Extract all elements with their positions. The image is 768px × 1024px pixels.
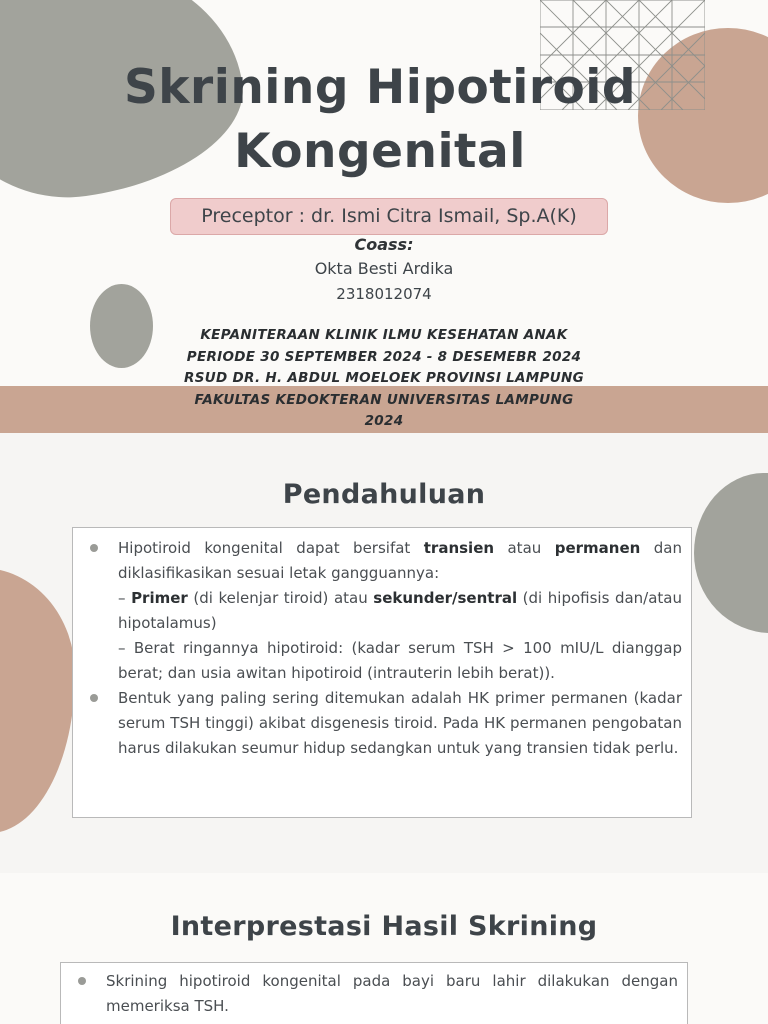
info-line: FAKULTAS KEDOKTERAN UNIVERSITAS LAMPUNG [194,391,574,408]
keyword: sekunder/sentral [373,589,518,607]
text-span: atau [494,539,555,557]
bullet-icon [90,694,98,702]
interpretasi-slide [0,873,768,1024]
text-span: (di kelenjar tiroid) atau [187,589,374,607]
text-span: Hipotiroid kongenital dapat bersifat [118,539,424,557]
text-span: dan diklasifikasikan sesuai letak gangguannya: [118,539,682,582]
list-item [118,686,682,761]
text-span: Bentuk yang paling sering ditemukan adalah HK primer permanen (kadar serum TSH tinggi) akibat disgenesis tiroid. Pada HK permanen pengobatan harus dilakukan seumur hidup sedangkan untuk yang transien tidak perlu. [118,689,682,757]
coass-heading: Coass: [354,235,414,254]
section-heading: Interprestasi Hasil Skrining [170,911,598,942]
list-item [106,969,678,1019]
info-line: PERIODE 30 SEPTEMBER 2024 - 8 DESEMEBR 2024 [186,348,582,365]
title-line-2: Kongenital [234,124,526,179]
bullet-icon [78,977,86,985]
content-box [60,962,688,1024]
coass-name: Okta Besti Ardika [314,259,454,278]
section-heading: Pendahuluan [282,479,486,510]
keyword: Primer [131,589,188,607]
coass-student-number: 2318012074 [336,285,432,303]
text-span: – [118,589,132,607]
institution-info [0,325,768,433]
preceptor-label: Preceptor : dr. Ismi Citra Ismail, Sp.A(K) [170,198,608,235]
text-span: – Berat ringannya hipotiroid: (kadar serum TSH > 100 mIU/L dianggap berat; dan usia awitan hipotiroid (intrauterin lebih berat)). [118,639,682,682]
text-span: (di hipofisis dan/atau hipotalamus) [118,589,682,632]
page-title [100,56,660,184]
content-box [72,527,692,818]
text-span: Skrining hipotiroid kongenital pada bayi baru lahir dilakukan dengan memeriksa TSH. [106,972,678,1015]
keyword: permanen [554,539,641,557]
info-line: RSUD DR. H. ABDUL MOELOEK PROVINSI LAMPUNG [184,370,584,386]
info-line: 2024 [364,413,404,429]
title-line-1: Skrining Hipotiroid [123,60,637,115]
list-item [118,536,682,686]
cover-slide [0,0,768,433]
pendahuluan-slide [0,433,768,873]
info-line: KEPANITERAAN KLINIK ILMU KESEHATAN ANAK [200,327,568,343]
keyword: transien [423,539,495,557]
decorative-blob [0,568,75,833]
bullet-icon [90,544,98,552]
